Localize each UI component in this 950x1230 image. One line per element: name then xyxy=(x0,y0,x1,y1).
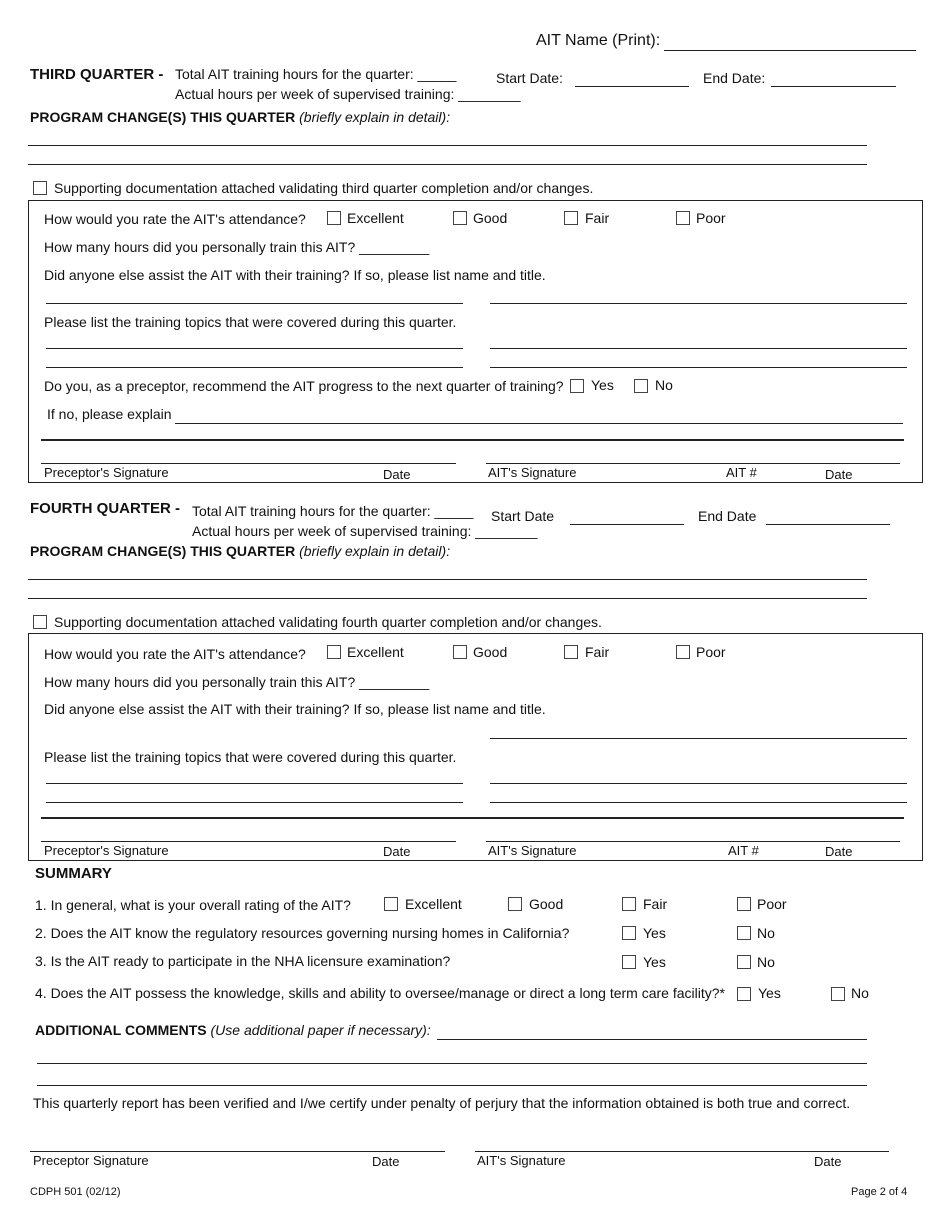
q4-attendance-good-checkbox[interactable] xyxy=(453,645,467,659)
q4-topics-question: Please list the training topics that were covered during this quarter. xyxy=(44,749,457,765)
additional-comments-line-1[interactable] xyxy=(437,1039,867,1040)
q3-attendance-fair-label: Fair xyxy=(585,210,610,226)
q4-ait-number-label: AIT # xyxy=(728,843,759,858)
q3-program-change-line-2[interactable] xyxy=(28,164,867,165)
q4-start-date-label: Start Date xyxy=(491,508,555,524)
final-preceptor-date-label: Date xyxy=(372,1154,400,1169)
summary-q2: 2. Does the AIT know the regulatory resources governing nursing homes in California? xyxy=(35,925,570,941)
q3-preceptor-signature-label: Preceptor's Signature xyxy=(44,465,169,480)
q4-assist-question: Did anyone else assist the AIT with their training? If so, please list name and title. xyxy=(44,701,546,717)
summary-q2-yes-label: Yes xyxy=(643,925,666,941)
ait-name-label: AIT Name (Print): xyxy=(536,32,661,49)
q4-program-change-line-1[interactable] xyxy=(28,579,867,580)
q3-end-date-label: End Date: xyxy=(703,70,766,86)
certification-statement: This quarterly report has been verified and I/we certify under penalty of perjury that the information obtained is both true and correct. xyxy=(33,1095,851,1111)
q3-attendance-fair-checkbox[interactable] xyxy=(564,211,578,225)
q4-total-hours-label[interactable]: Total AIT training hours for the quarter: _____ xyxy=(192,503,474,519)
summary-q1-excellent-label: Excellent xyxy=(405,896,462,912)
q4-preceptor-date-label: Date xyxy=(383,844,411,859)
q3-attendance-good-label: Good xyxy=(473,210,508,226)
summary-q4-no-label: No xyxy=(851,985,869,1001)
q4-ait-date-label: Date xyxy=(825,844,853,859)
q3-support-doc-label: Supporting documentation attached validating third quarter completion and/or changes. xyxy=(54,180,594,196)
q3-if-no-label: If no, please explain xyxy=(47,406,172,422)
q3-attendance-good-checkbox[interactable] xyxy=(453,211,467,225)
summary-q3-yes-label: Yes xyxy=(643,954,666,970)
q3-ait-date-label: Date xyxy=(825,467,853,482)
q3-assist-line-right[interactable] xyxy=(490,303,907,304)
q4-support-doc-checkbox[interactable] xyxy=(33,615,47,629)
q4-attendance-fair-label: Fair xyxy=(585,644,610,660)
q3-attendance-excellent-checkbox[interactable] xyxy=(327,211,341,225)
q3-topics-line-3[interactable] xyxy=(46,367,463,368)
q4-topics-line-2[interactable] xyxy=(490,783,907,784)
q3-preceptor-date-label: Date xyxy=(383,467,411,482)
q3-recommend-yes-checkbox[interactable] xyxy=(570,379,584,393)
q3-assist-question: Did anyone else assist the AIT with their training? If so, please list name and title. xyxy=(44,267,546,283)
q4-topics-line-3[interactable] xyxy=(46,802,463,803)
q4-start-date-field[interactable] xyxy=(570,524,684,525)
q4-ait-signature-label: AIT's Signature xyxy=(488,843,577,858)
q3-preceptor-signature-line[interactable] xyxy=(41,463,456,464)
q4-preceptor-box xyxy=(28,633,923,861)
summary-q1-good-checkbox[interactable] xyxy=(508,897,522,911)
q3-start-date-field[interactable] xyxy=(575,86,689,87)
q3-attendance-poor-checkbox[interactable] xyxy=(676,211,690,225)
summary-q4-yes-label: Yes xyxy=(758,985,781,1001)
q3-support-doc-checkbox[interactable] xyxy=(33,181,47,195)
q4-attendance-excellent-checkbox[interactable] xyxy=(327,645,341,659)
q4-attendance-question: How would you rate the AIT's attendance? xyxy=(44,646,306,662)
summary-q3: 3. Is the AIT ready to participate in the NHA licensure examination? xyxy=(35,953,451,969)
q4-hours-question[interactable]: How many hours did you personally train this AIT? _________ xyxy=(44,674,430,690)
summary-q1: 1. In general, what is your overall rating of the AIT? xyxy=(35,897,351,913)
q4-attendance-good-label: Good xyxy=(473,644,508,660)
final-preceptor-signature-label: Preceptor Signature xyxy=(33,1153,149,1168)
q4-attendance-poor-label: Poor xyxy=(696,644,726,660)
q3-ait-signature-line[interactable] xyxy=(486,463,900,464)
summary-q1-poor-label: Poor xyxy=(757,896,787,912)
q3-assist-line-left[interactable] xyxy=(46,303,463,304)
summary-q1-poor-checkbox[interactable] xyxy=(737,897,751,911)
summary-q1-fair-checkbox[interactable] xyxy=(622,897,636,911)
additional-comments-line-3[interactable] xyxy=(37,1085,867,1086)
q3-explain-line[interactable] xyxy=(41,439,904,441)
q4-program-change-line-2[interactable] xyxy=(28,598,867,599)
q4-topics-line-4[interactable] xyxy=(490,802,907,803)
q4-program-change-heading: PROGRAM CHANGE(S) THIS QUARTER (briefly explain in detail): xyxy=(30,543,451,559)
q3-attendance-poor-label: Poor xyxy=(696,210,726,226)
final-ait-date-label: Date xyxy=(814,1154,842,1169)
q3-attendance-question: How would you rate the AIT's attendance? xyxy=(44,211,306,227)
q3-program-change-line-1[interactable] xyxy=(28,145,867,146)
q3-topics-question: Please list the training topics that were covered during this quarter. xyxy=(44,314,457,330)
q3-recommend-question: Do you, as a preceptor, recommend the AIT progress to the next quarter of training? xyxy=(44,378,564,394)
summary-q2-no-checkbox[interactable] xyxy=(737,926,751,940)
q3-topics-line-4[interactable] xyxy=(490,367,907,368)
q3-if-no-line[interactable] xyxy=(175,423,903,424)
summary-q1-fair-label: Fair xyxy=(643,896,668,912)
q4-ait-signature-line[interactable] xyxy=(486,841,900,842)
q4-topics-line-5[interactable] xyxy=(41,817,904,819)
summary-q4: 4. Does the AIT possess the knowledge, skills and ability to oversee/manage or direct a long term care facility?* xyxy=(35,985,725,1001)
summary-q4-yes-checkbox[interactable] xyxy=(737,987,751,1001)
q3-ait-signature-label: AIT's Signature xyxy=(488,465,577,480)
q3-total-hours-label[interactable]: Total AIT training hours for the quarter: _____ xyxy=(175,66,457,82)
summary-q2-yes-checkbox[interactable] xyxy=(622,926,636,940)
q3-topics-line-1[interactable] xyxy=(46,348,463,349)
q4-preceptor-signature-label: Preceptor's Signature xyxy=(44,843,169,858)
q3-start-date-label: Start Date: xyxy=(496,70,563,86)
q4-attendance-fair-checkbox[interactable] xyxy=(564,645,578,659)
form-id: CDPH 501 (02/12) xyxy=(30,1186,121,1198)
additional-comments-heading: ADDITIONAL COMMENTS (Use additional paper if necessary): xyxy=(35,1022,431,1038)
q3-title: THIRD QUARTER - xyxy=(30,66,164,83)
q4-topics-line-1[interactable] xyxy=(46,783,463,784)
ait-name-field[interactable] xyxy=(664,50,916,51)
q3-actual-hours-label[interactable]: Actual hours per week of supervised training: ________ xyxy=(175,86,521,102)
summary-q1-excellent-checkbox[interactable] xyxy=(384,897,398,911)
summary-q2-no-label: No xyxy=(757,925,775,941)
q3-hours-question[interactable]: How many hours did you personally train this AIT? _________ xyxy=(44,239,430,255)
final-ait-signature-label: AIT's Signature xyxy=(477,1153,566,1168)
summary-q3-no-checkbox[interactable] xyxy=(737,955,751,969)
summary-title: SUMMARY xyxy=(35,865,112,882)
summary-q4-no-checkbox[interactable] xyxy=(831,987,845,1001)
q4-attendance-poor-checkbox[interactable] xyxy=(676,645,690,659)
q3-program-change-heading: PROGRAM CHANGE(S) THIS QUARTER (briefly explain in detail): xyxy=(30,109,451,125)
q4-title: FOURTH QUARTER - xyxy=(30,500,180,517)
q3-end-date-field[interactable] xyxy=(771,86,896,87)
q3-ait-number-label: AIT # xyxy=(726,465,757,480)
q4-actual-hours-label[interactable]: Actual hours per week of supervised training: ________ xyxy=(192,523,538,539)
q3-topics-line-2[interactable] xyxy=(490,348,907,349)
additional-comments-line-2[interactable] xyxy=(37,1063,867,1064)
final-ait-signature-line[interactable] xyxy=(475,1151,889,1152)
q3-attendance-excellent-label: Excellent xyxy=(347,210,404,226)
page-number: Page 2 of 4 xyxy=(851,1186,908,1198)
q4-preceptor-signature-line[interactable] xyxy=(41,841,456,842)
q3-recommend-no-checkbox[interactable] xyxy=(634,379,648,393)
q4-end-date-field[interactable] xyxy=(766,524,890,525)
q4-end-date-label: End Date xyxy=(698,508,757,524)
q4-support-doc-label: Supporting documentation attached validating fourth quarter completion and/or changes. xyxy=(54,614,602,630)
summary-q1-good-label: Good xyxy=(529,896,564,912)
q3-recommend-yes-label: Yes xyxy=(591,377,614,393)
q4-assist-line-right[interactable] xyxy=(490,738,907,739)
q4-attendance-excellent-label: Excellent xyxy=(347,644,404,660)
summary-q3-no-label: No xyxy=(757,954,775,970)
summary-q3-yes-checkbox[interactable] xyxy=(622,955,636,969)
q3-recommend-no-label: No xyxy=(655,377,673,393)
final-preceptor-signature-line[interactable] xyxy=(30,1151,445,1152)
